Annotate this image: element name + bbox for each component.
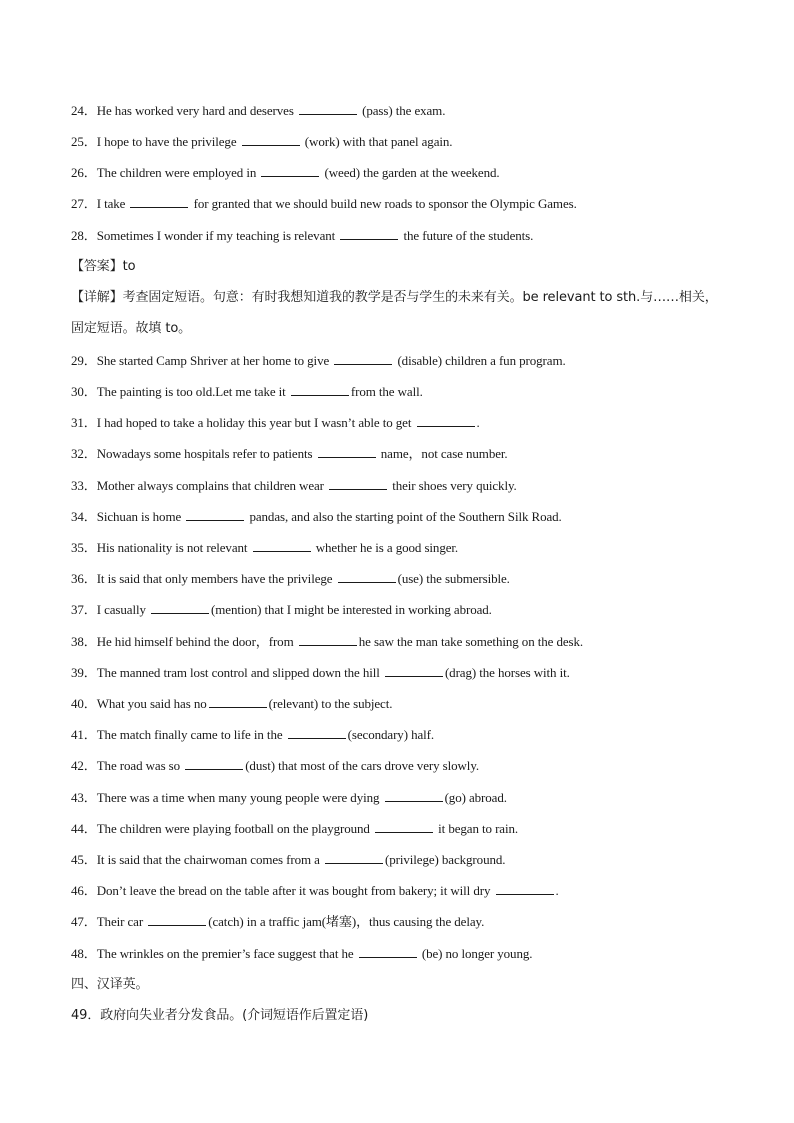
question-29 — [71, 353, 731, 369]
question-text: (dust) that most of the cars drove very slowly. — [245, 758, 480, 773]
question-33 — [71, 478, 731, 494]
question-text: (privilege) background. — [384, 852, 506, 867]
question-42 — [71, 758, 731, 774]
question-25 — [71, 134, 731, 150]
answer-blank[interactable] — [375, 821, 433, 833]
question-text: It is said that the chairwoman comes from a — [96, 852, 323, 867]
answer-blank[interactable] — [242, 134, 300, 146]
question-text: (catch) in a traffic jam(堵塞)，thus causing the delay. — [208, 914, 485, 929]
detail-block — [71, 282, 721, 344]
question-text: . — [476, 415, 480, 430]
question-text: I take — [96, 196, 129, 211]
detail-text: 考查固定短语。句意：有时我想知道我的教学是否与学生的未来有关。be relevant to sth.与……相关，固定短语。故填 to。 — [71, 290, 718, 336]
question-34 — [71, 509, 731, 525]
question-text: 政府向失业者分发食品。(介词短语作后置定语) — [100, 1008, 369, 1023]
answer-blank[interactable] — [334, 353, 392, 365]
question-text: (weed) the garden at the weekend. — [321, 165, 500, 180]
question-text: I hope to have the privilege — [96, 134, 240, 149]
question-number: 36． — [71, 571, 97, 586]
question-text: it began to rain. — [435, 821, 519, 836]
question-31 — [71, 415, 731, 431]
question-text: Mother always complains that children wear — [96, 478, 328, 493]
answer-blank[interactable] — [325, 852, 383, 864]
question-number: 44． — [71, 821, 97, 836]
question-39 — [71, 665, 731, 681]
answer-value: to — [122, 259, 136, 274]
question-text: (use) the submersible. — [397, 571, 510, 586]
answer-blank[interactable] — [359, 946, 417, 958]
question-text: (pass) the exam. — [358, 103, 446, 118]
question-number: 49． — [71, 1008, 101, 1023]
answer-blank[interactable] — [417, 415, 475, 427]
question-text: The manned tram lost control and slipped down the hill — [96, 665, 383, 680]
question-30 — [71, 384, 731, 400]
question-text: for granted that we should build new roads to sponsor the Olympic Games. — [190, 196, 577, 211]
question-text: There was a time when many young people were dying — [96, 790, 383, 805]
question-text: (drag) the horses with it. — [444, 665, 570, 680]
answer-blank[interactable] — [299, 634, 357, 646]
question-text: Sometimes I wonder if my teaching is relevant — [96, 228, 339, 243]
answer-blank[interactable] — [148, 914, 206, 926]
question-number: 24． — [71, 103, 97, 118]
question-37 — [71, 602, 731, 618]
question-text: Sichuan is home — [96, 509, 185, 524]
question-27 — [71, 196, 731, 212]
question-number: 32． — [71, 446, 97, 461]
question-text: The children were playing football on the playground — [96, 821, 373, 836]
question-text: The children were employed in — [96, 165, 260, 180]
answer-blank[interactable] — [185, 758, 243, 770]
answer-label: 【答案】 — [71, 259, 123, 274]
question-number: 46． — [71, 883, 97, 898]
question-46 — [71, 883, 731, 899]
answer-blank[interactable] — [209, 696, 267, 708]
question-text: (go) abroad. — [444, 790, 507, 805]
question-45 — [71, 852, 731, 868]
question-text: She started Camp Shriver at her home to give — [96, 353, 333, 368]
question-text: he saw the man take something on the desk. — [358, 634, 584, 649]
question-44 — [71, 821, 731, 837]
question-26 — [71, 165, 731, 181]
question-number: 47． — [71, 914, 97, 929]
answer-blank[interactable] — [340, 228, 398, 240]
question-35 — [71, 540, 731, 556]
question-number: 41． — [71, 727, 97, 742]
answer-blank[interactable] — [318, 446, 376, 458]
question-47 — [71, 914, 731, 930]
question-number: 30． — [71, 384, 97, 399]
question-number: 35． — [71, 540, 97, 555]
question-text: Nowadays some hospitals refer to patients — [96, 446, 316, 461]
answer-blank[interactable] — [496, 883, 554, 895]
question-text: . — [555, 883, 559, 898]
answer-blank[interactable] — [338, 571, 396, 583]
question-number: 38． — [71, 634, 97, 649]
question-number: 31． — [71, 415, 97, 430]
answer-blank[interactable] — [385, 665, 443, 677]
question-text: The match finally came to life in the — [96, 727, 286, 742]
question-43 — [71, 790, 731, 806]
question-text: pandas, and also the starting point of the Southern Silk Road. — [246, 509, 562, 524]
question-49 — [71, 1008, 731, 1024]
question-number: 43． — [71, 790, 97, 805]
answer-blank[interactable] — [253, 540, 311, 552]
question-text: the future of the students. — [400, 228, 534, 243]
question-text: from the wall. — [350, 384, 423, 399]
question-number: 27． — [71, 196, 97, 211]
question-28 — [71, 228, 731, 244]
question-text: (relevant) to the subject. — [268, 696, 393, 711]
question-text: He hid himself behind the door，from — [96, 634, 297, 649]
answer-blank[interactable] — [288, 727, 346, 739]
answer-blank[interactable] — [130, 196, 188, 208]
question-text: What you said has no — [96, 696, 207, 711]
answer-blank[interactable] — [186, 509, 244, 521]
detail-label: 【详解】 — [71, 290, 123, 305]
question-24 — [71, 103, 731, 119]
question-38 — [71, 634, 731, 650]
question-text: I casually — [96, 602, 150, 617]
question-text: Their car — [96, 914, 147, 929]
question-text: whether he is a good singer. — [312, 540, 459, 555]
question-text: It is said that only members have the privilege — [96, 571, 336, 586]
answer-block — [71, 259, 731, 275]
question-36 — [71, 571, 731, 587]
question-48 — [71, 946, 731, 962]
question-number: 25． — [71, 134, 97, 149]
question-number: 28． — [71, 228, 97, 243]
question-number: 39． — [71, 665, 97, 680]
section-title — [71, 977, 731, 993]
answer-blank[interactable] — [385, 790, 443, 802]
question-text: (be) no longer young. — [418, 946, 533, 961]
answer-blank[interactable] — [151, 602, 209, 614]
answer-blank[interactable] — [291, 384, 349, 396]
answer-blank[interactable] — [299, 103, 357, 115]
question-text: I had hoped to take a holiday this year but I wasn’t able to get — [96, 415, 415, 430]
question-number: 37． — [71, 602, 97, 617]
question-number: 33． — [71, 478, 97, 493]
question-text: His nationality is not relevant — [96, 540, 251, 555]
answer-blank[interactable] — [261, 165, 319, 177]
question-text: (secondary) half. — [347, 727, 435, 742]
question-text: The wrinkles on the premier’s face suggest that he — [96, 946, 357, 961]
answer-blank[interactable] — [329, 478, 387, 490]
question-text: He has worked very hard and deserves — [96, 103, 297, 118]
question-text: The painting is too old.Let me take it — [96, 384, 289, 399]
question-number: 48． — [71, 946, 97, 961]
question-text: name，not case number. — [377, 446, 508, 461]
question-number: 42． — [71, 758, 97, 773]
question-41 — [71, 727, 731, 743]
question-text: Don’t leave the bread on the table after it was bought from bakery; it will dry — [96, 883, 494, 898]
question-text: (work) with that panel again. — [301, 134, 453, 149]
question-text: (disable) children a fun program. — [394, 353, 566, 368]
question-text: their shoes very quickly. — [389, 478, 517, 493]
question-text: The road was so — [96, 758, 184, 773]
section-heading: 四、汉译英。 — [71, 977, 149, 992]
question-number: 29． — [71, 353, 97, 368]
question-32 — [71, 446, 731, 462]
question-40 — [71, 696, 731, 712]
question-text: (mention) that I might be interested in working abroad. — [211, 602, 492, 617]
question-number: 45． — [71, 852, 97, 867]
question-number: 40． — [71, 696, 97, 711]
question-number: 34． — [71, 509, 97, 524]
question-number: 26． — [71, 165, 97, 180]
